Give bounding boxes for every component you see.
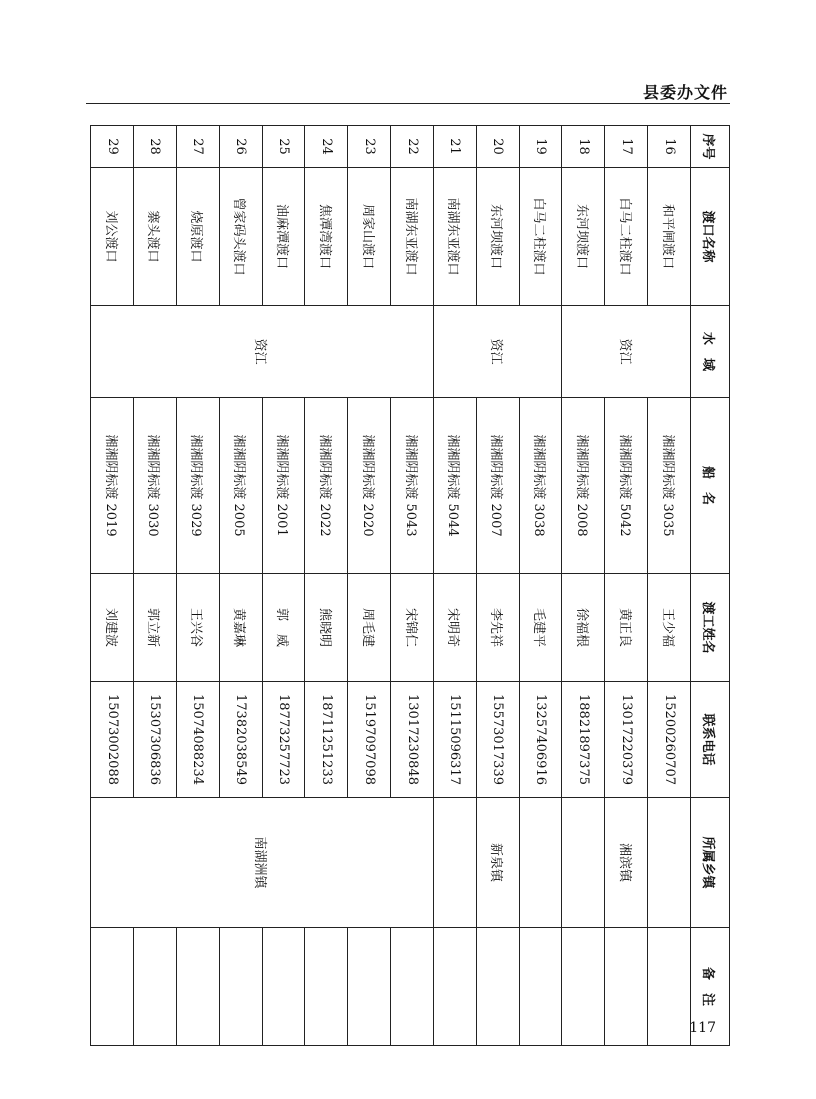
cell-phone: 18773257723 [262,682,305,798]
cell-phone: 18711251233 [305,682,348,798]
cell-phone: 15307306836 [134,682,177,798]
cell-ferry-name: 东河坝渡口 [562,168,605,306]
cell-worker: 黄嘉琳 [219,574,262,682]
cell-boat-name: 湘湘阴标渡 3035 [648,398,691,574]
table-row [519,126,562,1046]
cell-no: 17 [605,126,648,168]
cell-town [433,798,476,928]
cell-worker: 刘建波 [91,574,134,682]
cell-boat-name: 湘湘阴标渡 2019 [91,398,134,574]
cell-ferry-name: 寨头渡口 [134,168,177,306]
cell-boat-name: 湘湘阴标渡 3029 [176,398,219,574]
header-worker: 渡工姓名 [691,574,730,682]
cell-remark [348,928,391,1046]
cell-remark [476,928,519,1046]
cell-ferry-name: 南湖东亚渡口 [391,168,434,306]
cell-ferry-name: 周家山渡口 [348,168,391,306]
cell-ferry-name: 东河坝渡口 [476,168,519,306]
cell-ferry-name: 和平闸渡口 [648,168,691,306]
table-row [562,126,605,1046]
cell-worker: 王兴谷 [176,574,219,682]
cell-ferry-name: 烧原渡口 [176,168,219,306]
cell-worker: 王少福 [648,574,691,682]
cell-no: 20 [476,126,519,168]
cell-ferry-name: 白马二柱渡口 [519,168,562,306]
cell-worker: 黄正良 [605,574,648,682]
cell-worker: 郭 威 [262,574,305,682]
cell-phone: 17382038549 [219,682,262,798]
cell-no: 26 [219,126,262,168]
cell-no: 21 [433,126,476,168]
cell-boat-name: 湘湘阴标渡 2007 [476,398,519,574]
cell-ferry-name: 刘公渡口 [91,168,134,306]
cell-boat-name: 湘湘阴标渡 5044 [433,398,476,574]
cell-no: 28 [134,126,177,168]
table-row [391,126,434,1046]
cell-remark [648,928,691,1046]
document-header-title: 县委办文件 [642,83,728,102]
cell-ferry-name: 油麻潭渡口 [262,168,305,306]
cell-ferry-name: 曾家码头渡口 [219,168,262,306]
cell-town [648,798,691,928]
cell-boat-name: 湘湘阴标渡 2008 [562,398,605,574]
page-number: 117 [689,1020,716,1036]
cell-phone: 13017230848 [391,682,434,798]
cell-phone: 15073002088 [91,682,134,798]
cell-no: 22 [391,126,434,168]
cell-remark [433,928,476,1046]
header-phone: 联系电话 [691,682,730,798]
header-no: 序号 [691,126,730,168]
cell-phone: 15573017339 [476,682,519,798]
cell-worker: 周毛建 [348,574,391,682]
cell-town: 湘滨镇 [605,798,648,928]
cell-boat-name: 湘湘阴标渡 2020 [348,398,391,574]
cell-ferry-name: 焦潭湾渡口 [305,168,348,306]
cell-boat-name: 湘湘阴标渡 3030 [134,398,177,574]
cell-remark [219,928,262,1046]
cell-phone: 15074088234 [176,682,219,798]
cell-boat-name: 湘湘阴标渡 2001 [262,398,305,574]
cell-town [562,798,605,928]
cell-no: 18 [562,126,605,168]
cell-town: 新泉镇 [476,798,519,928]
table-wrapper [90,125,730,1045]
header-ferry-name: 渡口名称 [691,168,730,306]
header-water: 水 域 [691,306,730,398]
cell-worker: 宋锦仁 [391,574,434,682]
table-header-row [691,126,730,1046]
cell-worker: 李先祥 [476,574,519,682]
cell-phone: 15200260707 [648,682,691,798]
cell-no: 27 [176,126,219,168]
header-remark: 备 注 [691,928,730,1046]
cell-remark [134,928,177,1046]
cell-town: 南湖洲镇 [91,798,434,928]
cell-boat-name: 湘湘阴标渡 5042 [605,398,648,574]
cell-town [519,798,562,928]
cell-phone: 15115096317 [433,682,476,798]
cell-boat-name: 湘湘阴标渡 2022 [305,398,348,574]
header-town: 所属乡镇 [691,798,730,928]
cell-no: 25 [262,126,305,168]
cell-no: 16 [648,126,691,168]
cell-no: 23 [348,126,391,168]
cell-remark [91,928,134,1046]
table-row [648,126,691,1046]
cell-remark [262,928,305,1046]
cell-remark [391,928,434,1046]
header-rule [86,103,730,104]
cell-water: 资江 [433,306,562,398]
cell-no: 24 [305,126,348,168]
header-boat-name: 船 名 [691,398,730,574]
table-row [433,126,476,1046]
cell-water: 资江 [562,306,691,398]
cell-boat-name: 湘湘阴标渡 2005 [219,398,262,574]
cell-remark [305,928,348,1046]
table-row [605,126,648,1046]
rotated-table-container [90,125,730,1045]
cell-worker: 宋明奇 [433,574,476,682]
cell-worker: 熊晓明 [305,574,348,682]
cell-remark [605,928,648,1046]
ferry-table [90,125,730,1046]
cell-boat-name: 湘湘阴标渡 3038 [519,398,562,574]
cell-worker: 徐福根 [562,574,605,682]
cell-remark [562,928,605,1046]
cell-phone: 15197097098 [348,682,391,798]
cell-remark [176,928,219,1046]
table-row [476,126,519,1046]
cell-phone: 13257406916 [519,682,562,798]
cell-worker: 郭立新 [134,574,177,682]
cell-ferry-name: 南湖东亚渡口 [433,168,476,306]
cell-water: 资江 [91,306,434,398]
cell-phone: 18821897375 [562,682,605,798]
cell-boat-name: 湘湘阴标渡 5043 [391,398,434,574]
cell-no: 19 [519,126,562,168]
cell-ferry-name: 白马二柱渡口 [605,168,648,306]
cell-remark [519,928,562,1046]
cell-worker: 毛建平 [519,574,562,682]
cell-no: 29 [91,126,134,168]
cell-phone: 13017220379 [605,682,648,798]
